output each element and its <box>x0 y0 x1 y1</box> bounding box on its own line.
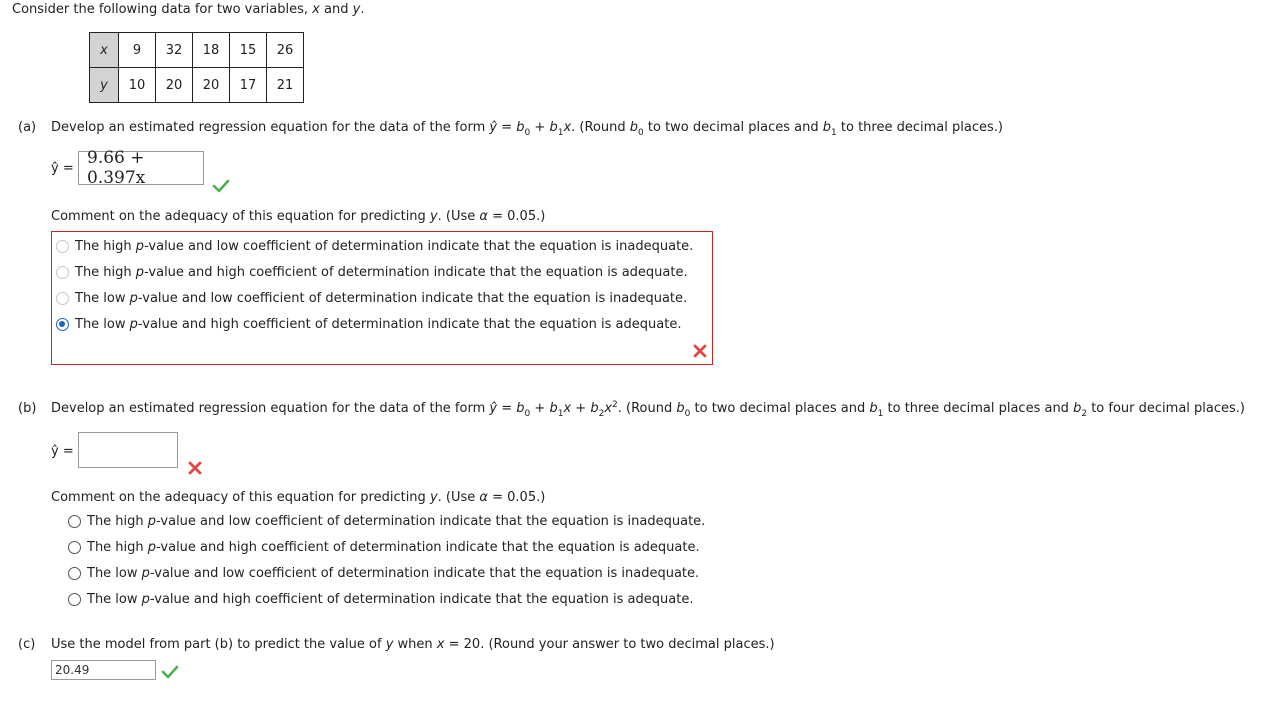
part-a-answer-value: 9.66 + 0.397x <box>87 148 146 188</box>
radio-button[interactable] <box>68 541 81 554</box>
part-a-answer-field[interactable] <box>78 148 204 188</box>
table-row <box>90 68 304 103</box>
part-b-rounding: (Round $b_0$ to two decimal places and $b_1$ to three decimal places and $b_2$ to four decimal places.) <box>626 401 1245 419</box>
x-mark-icon <box>693 344 707 358</box>
radio-button[interactable] <box>68 593 81 606</box>
part-a-form: ŷ = $b_0 + b_1x$. <box>489 120 576 138</box>
radio-button[interactable] <box>68 515 81 528</box>
x-mark-icon <box>188 461 202 475</box>
x-cell: 32 <box>156 33 193 68</box>
part-a-rounding: (Round $b_0$ to two decimal places and $b_1$ to three decimal places.) <box>579 120 1003 138</box>
intro-text: Consider the following data for two variables, x and y. <box>12 2 365 17</box>
y-cell: 10 <box>119 68 156 103</box>
part-a-label: (a) <box>18 120 37 135</box>
checkmark-icon <box>161 665 179 679</box>
part-a-yhat-label: ŷ = <box>51 161 74 176</box>
part-a-comment-prompt: Comment on the adequacy of this equation for predicting y. (Use α = 0.05.) <box>51 209 546 224</box>
option-label: The high p-value and low coefficient of determination indicate that the equation is inadequate. <box>87 514 706 529</box>
x-cell: 26 <box>267 33 304 68</box>
y-header: y <box>90 68 119 103</box>
x-cell: 9 <box>119 33 156 68</box>
part-c-answer-value: 20.49 <box>55 663 90 677</box>
option-label: The high p-value and high coefficient of determination indicate that the equation is adequate. <box>75 265 688 280</box>
table-row <box>90 33 304 68</box>
part-b-answer-field[interactable] <box>78 432 178 468</box>
x-cell: 15 <box>230 33 267 68</box>
part-b-form: ŷ = $b_0 + b_1x + b_2x^2$. <box>489 400 622 419</box>
checkmark-icon <box>212 179 230 193</box>
part-c-question: Use the model from part (b) to predict the value of y when x = 20. (Round your answer to two decimal places.) <box>51 637 775 652</box>
option-label: The low p-value and high coefficient of determination indicate that the equation is adequate. <box>75 317 682 332</box>
y-cell: 20 <box>156 68 193 103</box>
part-c-label: (c) <box>18 637 36 652</box>
y-cell: 20 <box>193 68 230 103</box>
option-label: The low p-value and low coefficient of determination indicate that the equation is inadequate. <box>75 291 688 306</box>
part-b-question: Develop an estimated regression equation for the data of the form ŷ = $b_0 + b_1x + b_2x^2$. (Round $b_0$ to two decimal places and $b_1$ to three decimal places and $b_2$ to four decimal places.) <box>51 400 1245 419</box>
part-c-answer-field[interactable] <box>51 660 156 680</box>
x-header: x <box>90 33 119 68</box>
radio-button[interactable] <box>56 240 69 253</box>
radio-button[interactable] <box>68 567 81 580</box>
part-b-label: (b) <box>18 401 37 416</box>
data-table <box>89 32 304 103</box>
radio-button-selected[interactable] <box>56 318 69 331</box>
option-label: The high p-value and low coefficient of determination indicate that the equation is inadequate. <box>75 239 694 254</box>
option-label: The high p-value and high coefficient of determination indicate that the equation is adequate. <box>87 540 700 555</box>
part-b-yhat-label: ŷ = <box>51 444 74 459</box>
option-label: The low p-value and high coefficient of determination indicate that the equation is adequate. <box>87 592 694 607</box>
part-a-question: Develop an estimated regression equation for the data of the form ŷ = $b_0 + b_1x$. (Round $b_0$ to two decimal places and $b_1$ to three decimal places.) <box>51 120 1003 138</box>
x-cell: 18 <box>193 33 230 68</box>
radio-button[interactable] <box>56 266 69 279</box>
part-b-comment-prompt: Comment on the adequacy of this equation for predicting y. (Use α = 0.05.) <box>51 490 546 505</box>
option-label: The low p-value and low coefficient of determination indicate that the equation is inadequate. <box>87 566 700 581</box>
y-cell: 21 <box>267 68 304 103</box>
y-cell: 17 <box>230 68 267 103</box>
radio-button[interactable] <box>56 292 69 305</box>
